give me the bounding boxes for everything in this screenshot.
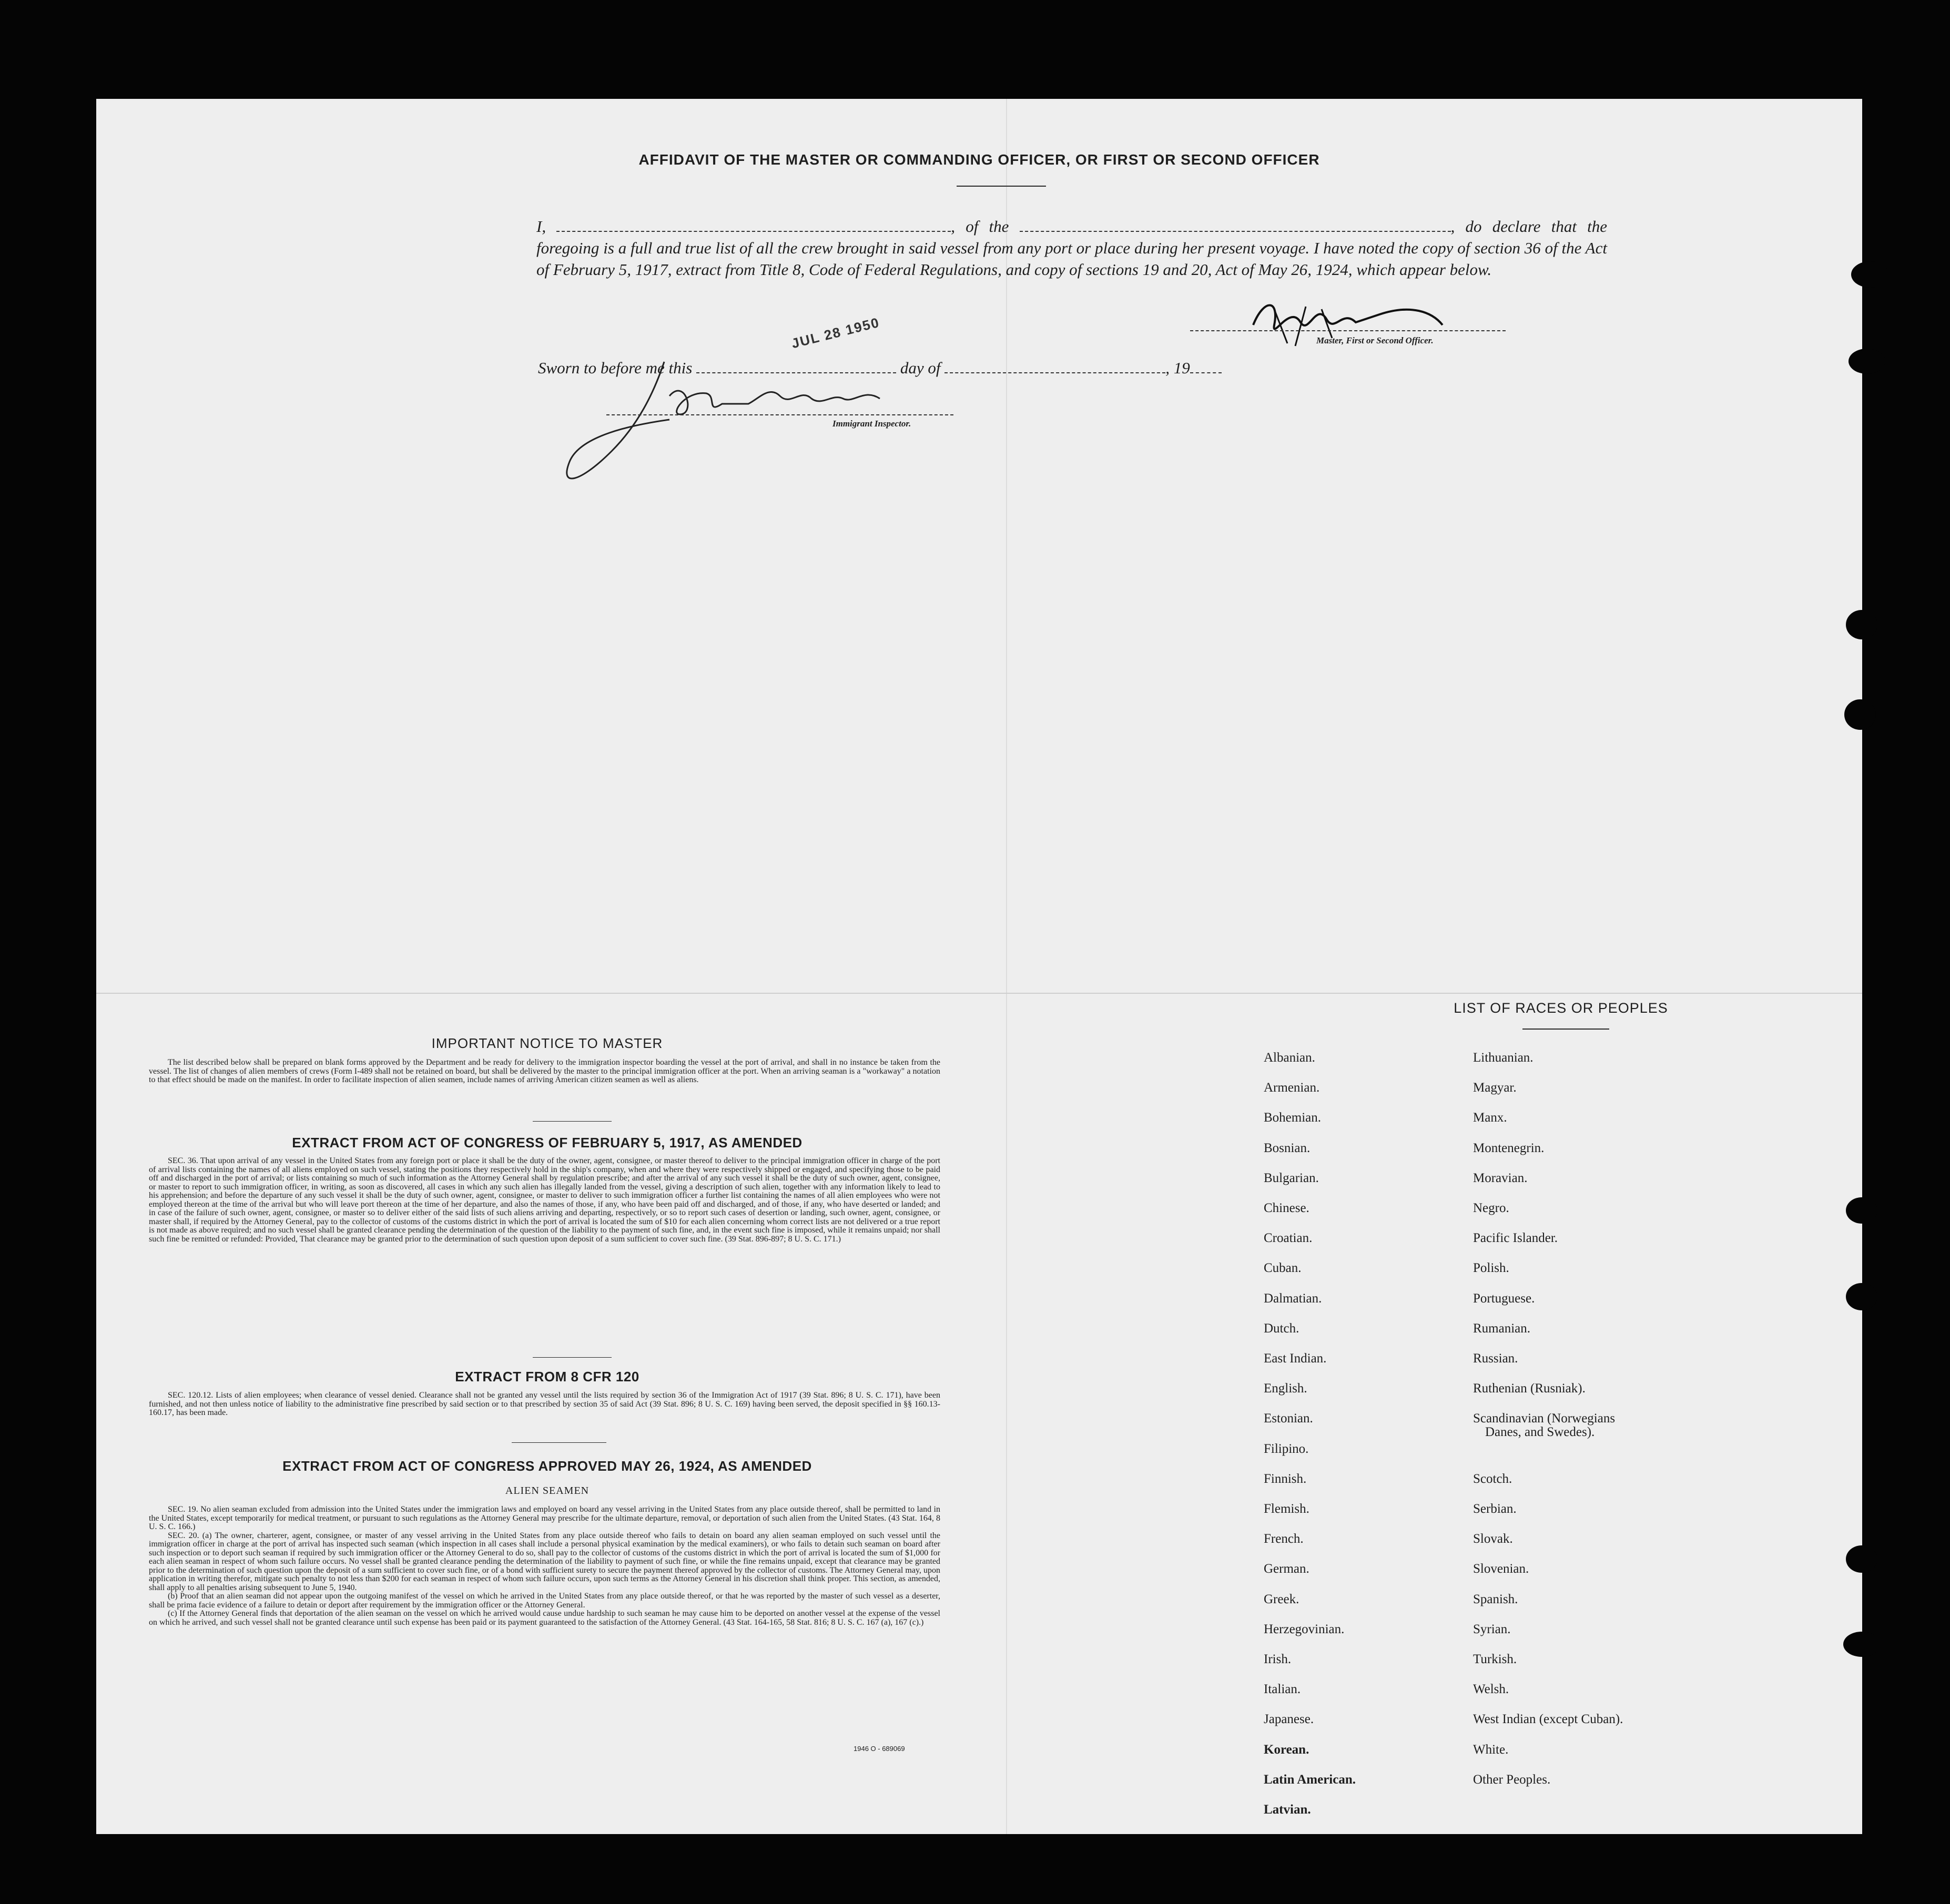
master-signature-line [1190,330,1506,331]
notice-rule [533,1121,612,1122]
inspector-caption: Immigrant Inspector. [832,419,911,429]
year-blank [1190,360,1222,373]
race-item: Lithuanian. [1473,1051,1533,1065]
race-item: Manx. [1473,1111,1507,1125]
notice-title: IMPORTANT NOTICE TO MASTER [431,1035,663,1051]
sec120-paragraph: SEC. 120.12. Lists of alien employees; when clearance of vessel denied. Clearance shall not be granted any vessel until the lists required by section 36 of the Immigration Act of 1917 (39 Stat. 896; 8 U. S. C. 171), have been furnished, and not then unless notice of liability to the administrative fine prescribed by said section or to that prescribed by section 35 of said Act (39 Stat. 896; 8 U. S. C. 169) having been served, the deposit specified in §§ 160.13-160.17, has been made. [149,1391,940,1417]
race-item: Armenian. [1264,1081,1320,1095]
race-item: Finnish. [1264,1471,1307,1486]
extract-cfr-rule [512,1442,606,1443]
race-item: Japanese. [1264,1712,1314,1727]
master-caption: Master, First or Second Officer. [1316,335,1434,345]
race-item: Croatian. [1264,1231,1313,1246]
extract-cfr-title: EXTRACT FROM 8 CFR 120 [455,1369,639,1384]
race-item: Pacific Islander. [1473,1231,1558,1246]
sworn-label: Sworn to before me this [538,359,693,377]
race-item: Turkish. [1473,1652,1517,1666]
year-label: , 19 [1165,359,1190,377]
race-item: Dutch. [1264,1321,1299,1336]
sec20b-paragraph: (b) Proof that an alien seaman did not appear upon the outgoing manifest of the vessel on which he arrived in the United States from any place outside thereof, or that he was reported by the master of such vessel as a deserter, shall be prima facie evidence of a failure to detain or deport after requirement by the immigration officer or the Attorney General. [149,1592,940,1610]
punch-hole [1846,1197,1877,1224]
race-item: Dalmatian. [1264,1291,1322,1306]
affidavit-title: AFFIDAVIT OF THE MASTER OR COMMANDING OFFICER, OR FIRST OR SECOND OFFICER [638,151,1320,168]
day-of-label: day of [900,359,941,377]
officer-name-blank [556,218,951,232]
race-item: Korean. [1264,1742,1309,1757]
race-item: Polish. [1473,1261,1509,1276]
title-rule [957,186,1046,187]
race-item: Russian. [1473,1351,1518,1366]
race-item: Moravian. [1473,1170,1528,1185]
extract-1924-title: EXTRACT FROM ACT OF CONGRESS APPROVED MAY 26, 1924, AS AMENDED [282,1458,812,1474]
extract-1917-text [149,1157,940,1244]
extract-1924-text [149,1505,940,1627]
form-number: 1946 O - 689069 [854,1745,905,1753]
race-item: Magyar. [1473,1081,1517,1095]
race-item: Greek. [1264,1592,1299,1606]
punch-hole [1846,1283,1877,1310]
race-item: Irish. [1264,1652,1292,1666]
of-the-label: , of the [951,217,1009,236]
race-item: Flemish. [1264,1502,1309,1516]
race-item: Serbian. [1473,1502,1517,1516]
race-item: Latvian. [1264,1803,1311,1817]
race-item: French. [1264,1532,1304,1546]
race-item: English. [1264,1381,1307,1396]
sec20c-paragraph: (c) If the Attorney General finds that deportation of the alien seaman on the vessel on which he arrived would cause undue hardship to such seaman he may cause him to be deported on another vessel at the expense of the vessel on which he arrived, and such vessel shall not be granted clearance until such expense has been paid or its payment guaranteed to the satisfaction of the Attorney General. (43 Stat. 164-165, 58 Stat. 816; 8 U. S. C. 167 (a), 167 (c).) [149,1609,940,1627]
notice-paragraph: The list described below shall be prepared on blank forms approved by the Department and be ready for delivery to the immigration inspector boarding the vessel at the port of arrival, and shall in no instance be taken from the vessel. The list of changes of alien members of crews (Form I-489 shall not be retained on board, but shall be delivered by the master to the principal immigration officer at the port. When an arriving seaman is a "workaway" a notation to that effect should be made on the manifest. In order to facilitate inspection of alien seamen, include names of arriving American citizen seamen as well as aliens. [149,1058,940,1084]
race-item: Herzegovinian. [1264,1622,1345,1636]
race-item: Other Peoples. [1473,1772,1551,1787]
sec36-paragraph: SEC. 36. That upon arrival of any vessel in the United States from any foreign port or place it shall be the duty of the owner, agent, consignee, or master thereof to deliver to the principal immigration officer in charge of the port of arrival lists containing the names of all aliens employed on such vessel, stating the positions they respectively hold in the ship's company, when and where they were respectively shipped or engaged, and specifying those to be paid off and discharged in the port of arrival; or lists containing so much of such information as the Attorney General shall by regulation prescribe; and after the arrival of any such vessel it shall be the duty of such owner, agent, consignee, or master to report to such immigration officer, in writing, as soon as discovered, all cases in which any such alien has illegally landed from the vessel, giving a description of such alien, together with any information likely to lead to his apprehension; and before the departure of any such vessel it shall be the duty of such owner, agent, consignee, or master to deliver to such immigration officer a further list containing the names of all alien employees who were not employed thereon at the time of the arrival but who will leave port thereon at the time of her departure, and also the names of those, if any, who have been paid off and discharged, and of those, if any, who have deserted or landed; and in case of the failure of such owner, agent, consignee, or master so to deliver either of the said lists of such aliens arriving and departing, respectively, or so to report such cases of desertion or landing, such owner, agent, consignee, or master shall, if required by the Attorney General, pay to the collector of customs of the customs district in which the port of arrival is located the sum of $10 for each alien concerning whom correct lists are not delivered or a true report is not made as above required; and no such vessel shall be granted clearance pending the determination of the question of the liability to the payment of such fine, and, in the event such fine is imposed, while it remains unpaid; nor shall such fine be remitted or refunded: Provided, That clearance may be granted prior to the determination of such question upon deposit of a sum sufficient to cover such fine. (39 Stat. 896-897; 8 U. S. C. 171.) [149,1156,940,1244]
sec19-paragraph: SEC. 19. No alien seaman excluded from admission into the United States under the immigration laws and employed on board any vessel arriving in the United States from any place outside thereof, shall be permitted to land in the United States, except temporarily for medical treatment, or pursuant to such regulations as the Attorney General may prescribe for the ultimate departure, removal, or deportation of such alien from the United States. (43 Stat. 164, 8 U. S. C. 166.) [149,1505,940,1531]
races-title: LIST OF RACES OR PEOPLES [1454,1000,1668,1016]
extract-1917-rule [533,1357,612,1358]
races-rule [1522,1029,1609,1030]
race-item: Negro. [1473,1201,1509,1215]
do-declare-label: , do declare [1450,217,1541,236]
race-item: East Indian. [1264,1351,1327,1366]
punch-hole [1846,610,1877,639]
race-item: Italian. [1264,1682,1301,1697]
race-item: Cuban. [1264,1261,1302,1276]
race-item: White. [1473,1742,1509,1757]
document-page [96,99,1862,1834]
inspector-signature-line [606,414,953,415]
race-item: Bulgarian. [1264,1170,1319,1185]
race-item: Latin American. [1264,1772,1356,1787]
punch-hole [1844,699,1876,730]
race-item: Scotch. [1473,1471,1512,1486]
race-item: Spanish. [1473,1592,1518,1606]
affidavit-body: that the foregoing is a full and true list of all the crew brought in said vessel from any port or place during her present voyage. I have noted the copy of section 36 of the Act of February 5, 1917, extract from Title 8, Code of Federal Regulations, and copy of sections 19 and 20, Act of May 26, 1924, which appear below. [536,217,1607,279]
punch-hole [1846,1545,1877,1573]
punch-hole [1851,261,1889,288]
alien-seamen-subtitle: ALIEN SEAMEN [505,1485,590,1496]
affidavit-paragraph [536,216,1607,280]
punch-hole [1849,349,1885,374]
extract-1917-title: EXTRACT FROM ACT OF CONGRESS OF FEBRUARY 5, 1917, AS AMENDED [292,1135,803,1150]
race-item: Bohemian. [1264,1111,1322,1125]
notice-text [149,1058,940,1085]
race-item: Slovak. [1473,1532,1513,1546]
race-item: Estonian. [1264,1411,1313,1426]
sworn-month-blank [944,360,1165,373]
race-item: Slovenian. [1473,1562,1529,1576]
punch-hole [1843,1632,1880,1657]
race-item: Scandinavian (Norwegians [1473,1411,1616,1426]
fold-line-horizontal [96,993,1862,994]
race-item: German. [1264,1562,1309,1576]
race-item: West Indian (except Cuban). [1473,1712,1623,1727]
vessel-name-blank [1020,218,1451,232]
date-stamp: JUL 28 1950 [789,314,881,352]
race-item: Bosnian. [1264,1141,1311,1155]
race-item: Filipino. [1264,1441,1309,1456]
race-item: Welsh. [1473,1682,1509,1697]
race-item: Rumanian. [1473,1321,1531,1336]
extract-cfr-text [149,1391,940,1418]
race-item: Portuguese. [1473,1291,1535,1306]
race-item: Albanian. [1264,1051,1315,1065]
race-item: Danes, and Swedes). [1485,1425,1595,1440]
race-item: Montenegrin. [1473,1141,1545,1155]
i-label: I, [536,217,546,236]
sec20a-paragraph: SEC. 20. (a) The owner, charterer, agent, consignee, or master of any vessel arriving in the United States from any place outside thereof who fails to detain on board any alien seaman employed on such vessel until the immigration officer in charge at the port of arrival has inspected such seaman (which inspection in all cases shall include a personal physical examination by the medical examiners), or who fails to detain such seaman on board after such inspection or to deport such seaman if required by such immigration officer or the Attorney General to do so, shall pay to the collector of customs of the customs district in which the port of arrival is located the sum of $1,000 for each alien seaman in respect of whom such failure occurs. No vessel shall be granted clearance pending the determination of the liability to payment of such fine, or while the fine remains unpaid, except that clearance may be granted prior to the determination of such question upon the deposit of a sum sufficient to cover such fine, or of a bond with sufficient surety to secure the payment thereof approved by the collector of customs. The Attorney General may, upon application in writing therefor, mitigate such penalty to not less than $200 for each seaman in respect of whom such failure occurs, upon such terms as the Attorney General in his discretion shall think proper. This section, as amended, shall apply to all penalties arising subsequent to June 5, 1940. [149,1531,940,1592]
race-item: Chinese. [1264,1201,1309,1215]
race-item: Ruthenian (Rusniak). [1473,1381,1586,1396]
race-item: Syrian. [1473,1622,1511,1636]
